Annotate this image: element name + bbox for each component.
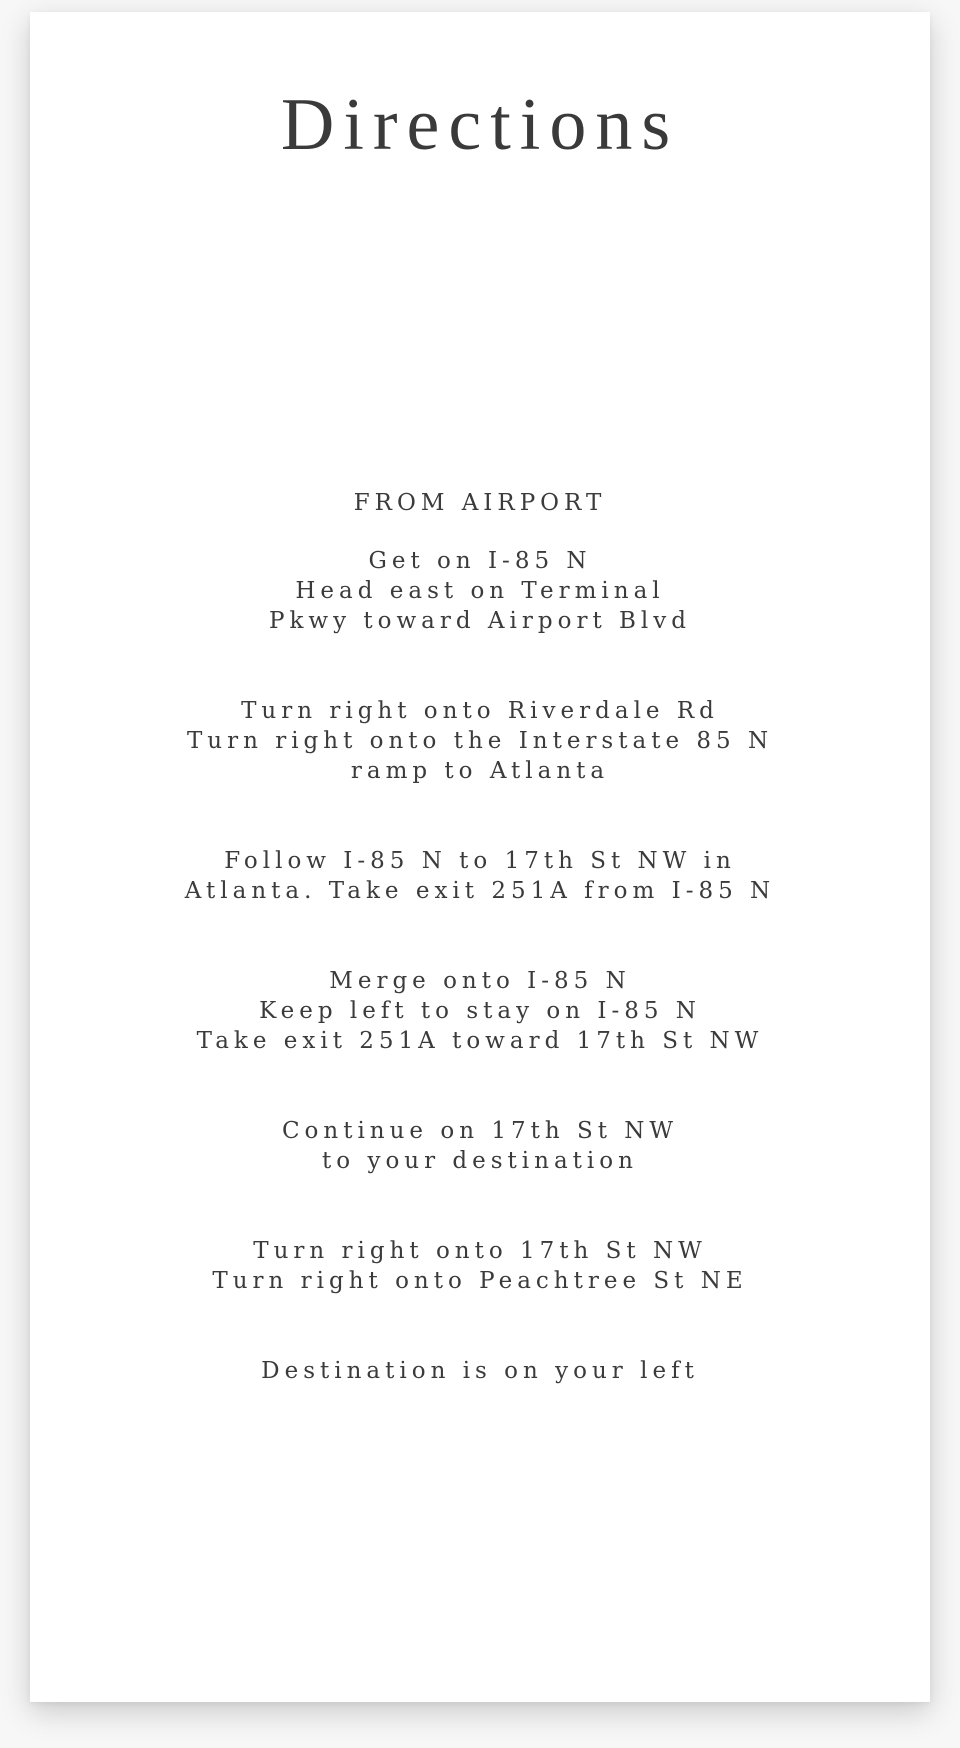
direction-line: Turn right onto Riverdale Rd — [241, 698, 719, 724]
direction-step-2 — [30, 696, 930, 786]
direction-line: Keep left to stay on I-85 N — [259, 998, 701, 1024]
direction-step-7 — [30, 1356, 930, 1386]
direction-step-1 — [30, 546, 930, 636]
direction-line: Get on I-85 N — [368, 548, 592, 574]
direction-step-3 — [30, 846, 930, 906]
page-title: Directions — [280, 84, 680, 166]
direction-line: Pkwy toward Airport Blvd — [269, 608, 691, 634]
direction-line: Merge onto I-85 N — [329, 968, 631, 994]
direction-step-6 — [30, 1236, 930, 1296]
section-heading: FROM AIRPORT — [353, 490, 607, 516]
direction-line: Turn right onto the Interstate 85 N — [186, 728, 774, 754]
directions-card — [30, 12, 930, 1702]
direction-line: to your destination — [322, 1148, 638, 1174]
direction-line: Turn right onto 17th St NW — [253, 1238, 707, 1264]
direction-line: ramp to Atlanta — [350, 758, 610, 784]
direction-line: Destination is on your left — [261, 1358, 699, 1384]
direction-line: Head east on Terminal — [295, 578, 665, 604]
directions-content — [30, 488, 930, 1446]
direction-step-4 — [30, 966, 930, 1056]
direction-line: Atlanta. Take exit 251A from I-85 N — [184, 878, 776, 904]
direction-line: Follow I-85 N to 17th St NW in — [224, 848, 736, 874]
direction-line: Continue on 17th St NW — [281, 1118, 679, 1144]
direction-line: Turn right onto Peachtree St NE — [212, 1268, 748, 1294]
direction-line: Take exit 251A toward 17th St NW — [196, 1028, 764, 1054]
direction-step-5 — [30, 1116, 930, 1176]
